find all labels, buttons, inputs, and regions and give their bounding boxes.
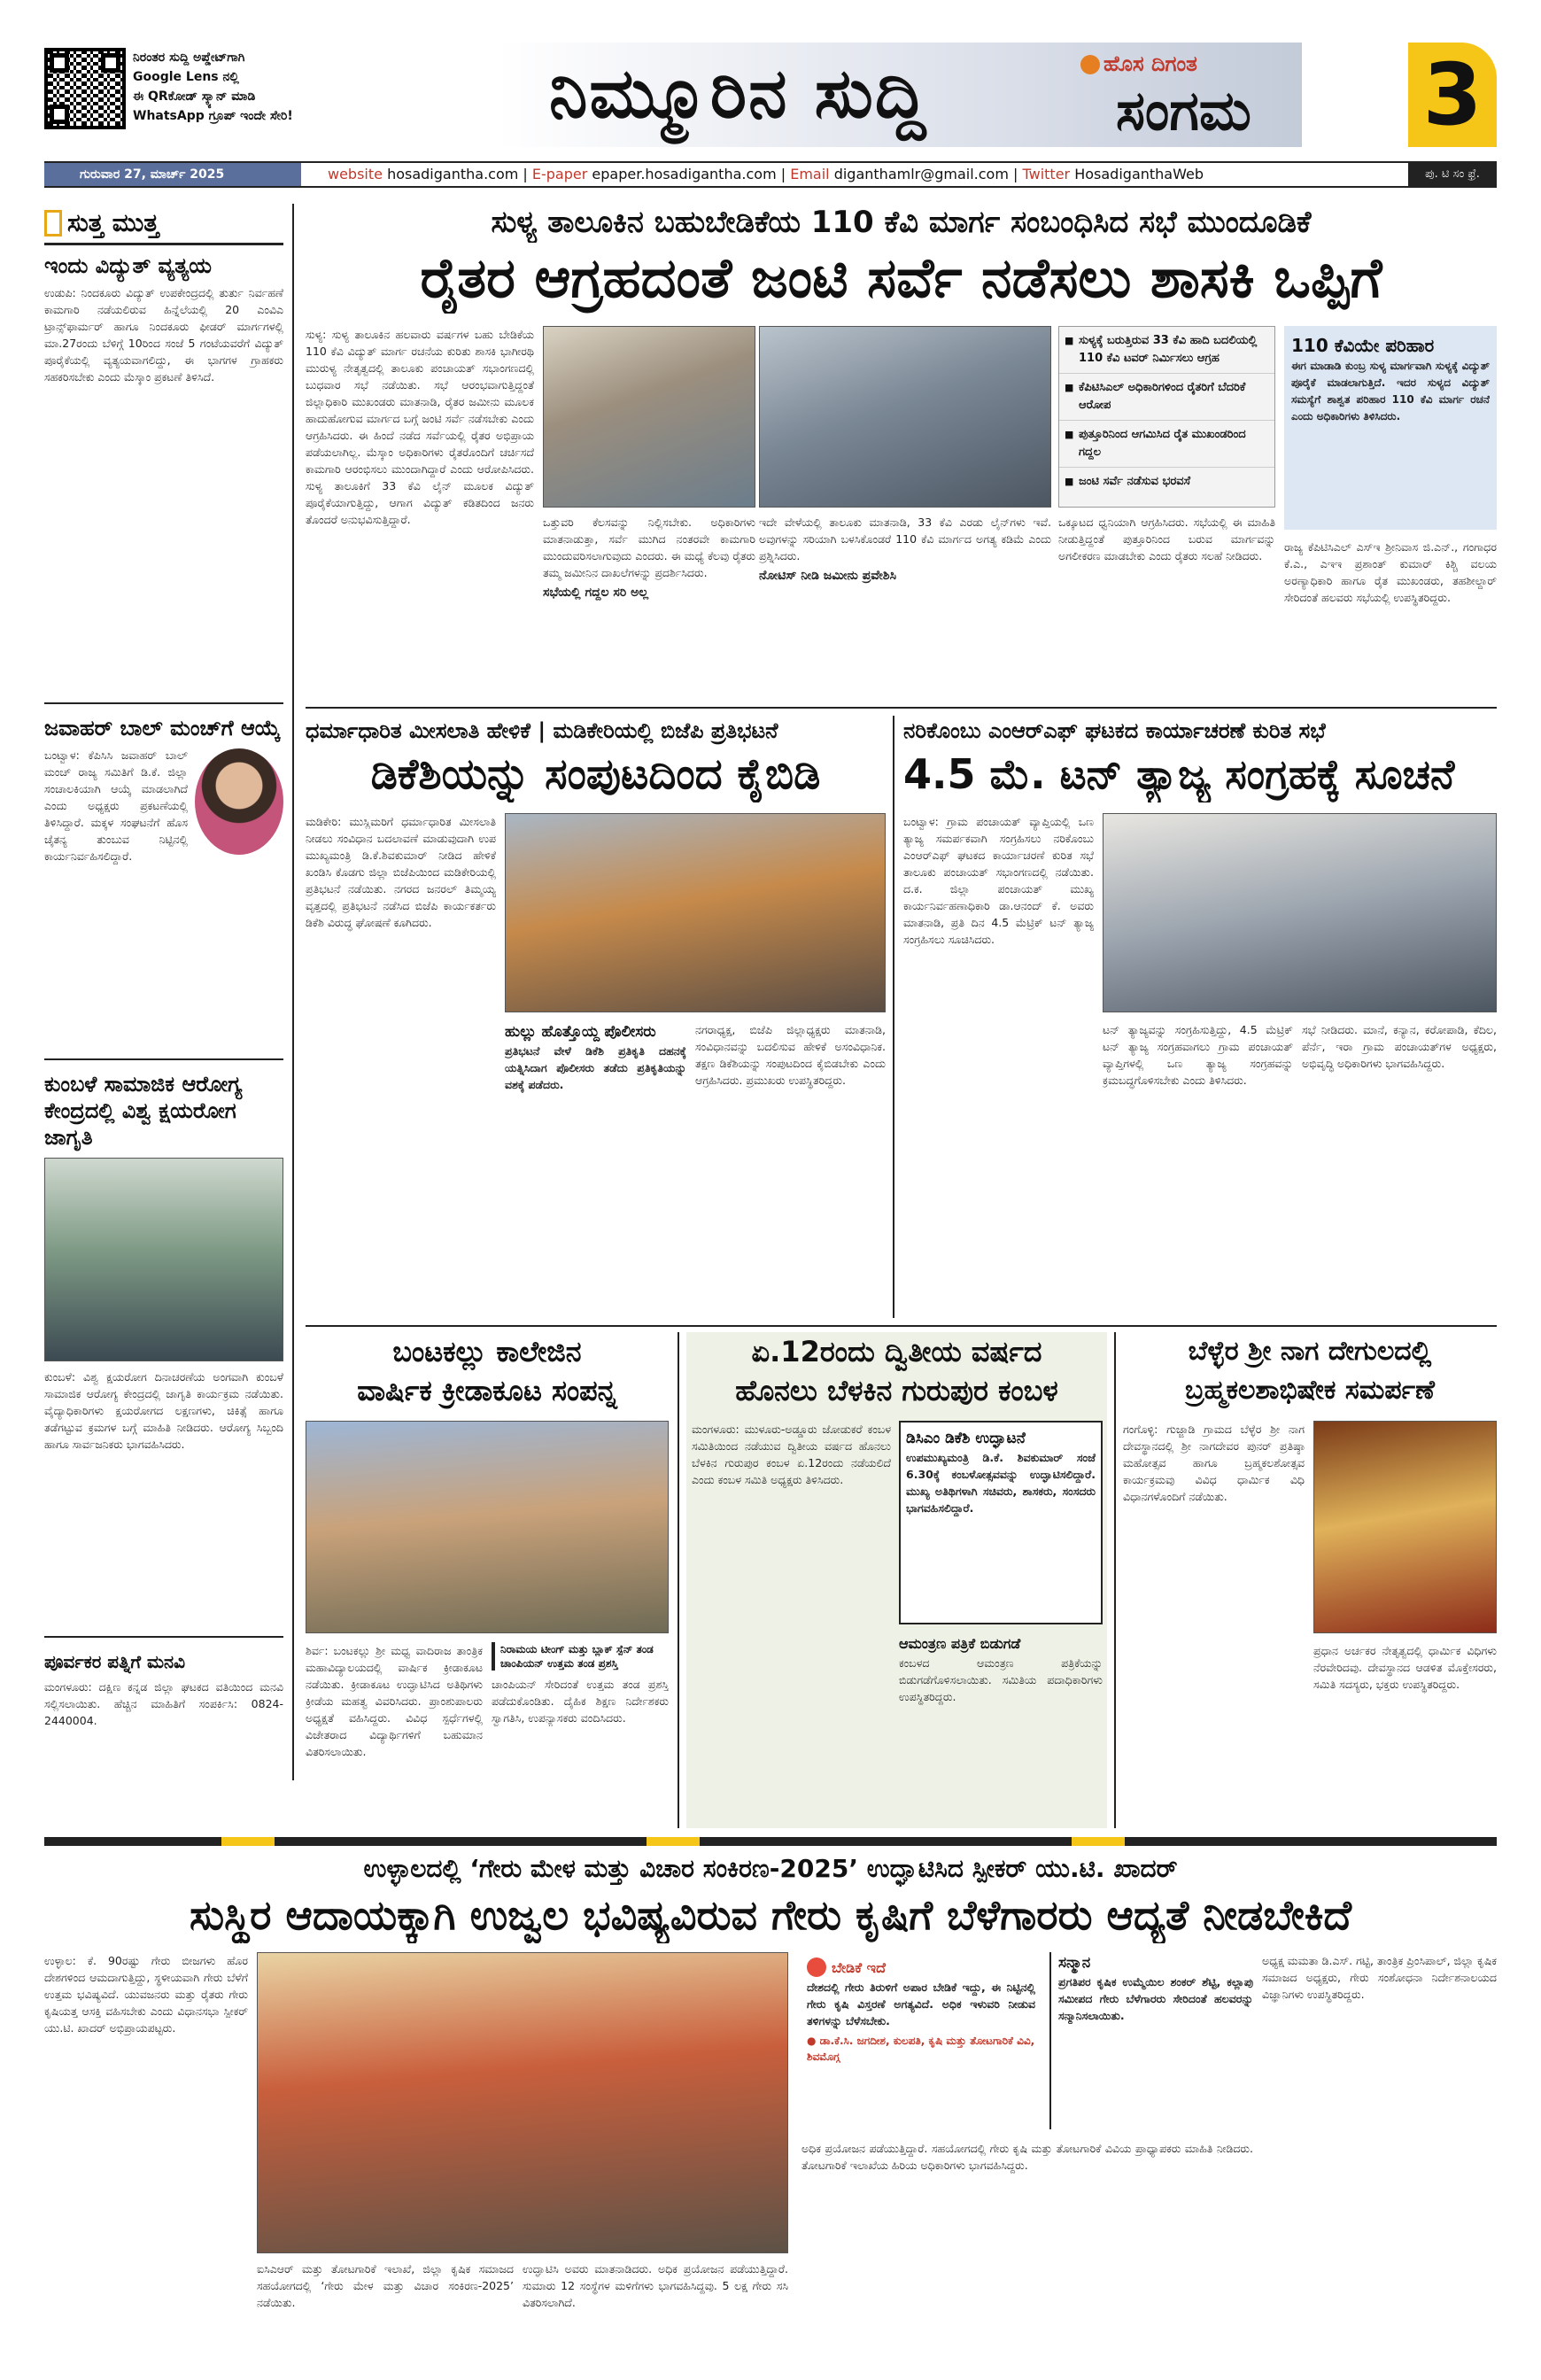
dks-kicker: ಧರ್ಮಾಧಾರಿತ ಮೀಸಲಾತಿ ಹೇಳಿಕೆ | ಮಡಿಕೇರಿಯಲ್ಲಿ ಬಿಜೆಪಿ ಪ್ರತಿಭಟನೆ: [306, 718, 778, 743]
sports-body: ಶಿರ್ವ: ಬಂಟಕಲ್ಲು ಶ್ರೀ ಮಧ್ವ ವಾದಿರಾಜ ತಾಂತ್ರಿಕ ಮಹಾವಿದ್ಯಾಲಯದಲ್ಲಿ ವಾರ್ಷಿಕ ಕ್ರೀಡಾಕೂಟ ನಡೆಯಿತು. ಕ್ರೀಡಾಕೂಟ ಉದ್ಘಾಟಿಸಿದ ಅತಿಥಿಗಳು ಕ್ರೀಡೆಯ ಮಹತ್ವ ವಿವರಿಸಿದರು. ಪ್ರಾಂಶುಪಾಲರು ಅಧ್ಯಕ್ಷತೆ ವಹಿಸಿದ್ದರು. ವಿವಿಧ ಸ್ಪರ್ಧೆಗಳಲ್ಲಿ ವಿಜೇತರಾದ ವಿದ್ಯಾರ್ಥಿಗಳಿಗೆ ಬಹುಮಾನ ವಿತರಿಸಲಾಯಿತು.: [306, 1644, 483, 1758]
dks-body2: ಪ್ರತಿಭಟನೆ ವೇಳೆ ಡಿಕೆಶಿ ಪ್ರತಿಕೃತಿ ದಹನಕ್ಕೆ ಯತ್ನಿಸಿದಾಗ ಪೊಲೀಸರು ತಡೆದು ಪ್ರತಿಕೃತಿಯನ್ನು ವಶಕ್ಕೆ ಪಡೆದರು.: [505, 1044, 686, 1091]
dks-body3: ನಗರಾಧ್ಯಕ್ಷ, ಬಿಜೆಪಿ ಜಿಲ್ಲಾಧ್ಯಕ್ಷರು ಮಾತನಾಡಿ, ಸಂವಿಧಾನವನ್ನು ಬದಲಿಸುವ ಹೇಳಿಕೆ ಅಸಂವಿಧಾನಿಕ. ತಕ್ಷಣ ಡಿಕೆಶಿಯನ್ನು ಸಂಪುಟದಿಂದ ಕೈಬಿಡಬೇಕು ಎಂದು ಆಗ್ರಹಿಸಿದರು. ಪ್ರಮುಖರು ಉಪಸ್ಥಿತರಿದ್ದರು.: [695, 1023, 886, 1087]
page-number-badge: [1408, 43, 1497, 147]
story-waste: [903, 716, 1497, 1318]
dks-subhead: ಹುಲ್ಲು ಹೊತ್ತೊಯ್ದ ಪೊಲೀಸರು: [505, 1023, 656, 1041]
sports-body2: ಚಾಂಪಿಯನ್ ಸೇರಿದಂತೆ ಉತ್ತಮ ತಂಡ ಪ್ರಶಸ್ತಿ ಪಡೆದುಕೊಂಡಿತು. ದೈಹಿಕ ಶಿಕ್ಷಣ ನಿರ್ದೇಶಕರು ಸ್ವಾಗತಿಸಿ, ಉಪನ್ಯಾಸಕರು ವಂದಿಸಿದರು.: [492, 1678, 669, 1725]
lead-right-box: [1284, 326, 1497, 530]
lead-subhead-mid1: ಸಭೆಯಲ್ಲಿ ಗದ್ದಲ ಸರಿ ಅಲ್ಲ: [543, 585, 649, 600]
sidebar-item-body: ಬಂಟ್ವಾಳ: ಕೆಪಿಸಿಸಿ ಜವಾಹರ್ ಬಾಲ್ ಮಂಚ್ ರಾಜ್ಯ ಸಮಿತಿಗೆ ಡಿ.ಕೆ. ಜಿಲ್ಲಾ ಸಂಚಾಲಕಿಯಾಗಿ ಆಯ್ಕೆ ಮಾಡಲಾಗಿದೆ ಎಂದು ಅಧ್ಯಕ್ಷರು ಪ್ರಕಟಣೆಯಲ್ಲಿ ತಿಳಿಸಿದ್ದಾರೆ. ಮಕ್ಕಳ ಸಂಘಟನೆಗೆ ಹೊಸ ಚೈತನ್ಯ ತುಂಬುವ ನಿಟ್ಟಿನಲ್ಲಿ ಕಾರ್ಯನಿರ್ವಹಿಸಲಿದ್ದಾರೆ.: [44, 748, 188, 863]
temple-headline-line2: ಬ್ರಹ್ಮಕಲಶಾಭಿಷೇಕ ಸಮರ್ಪಣೆ: [1185, 1375, 1435, 1406]
qr-code[interactable]: [44, 48, 126, 129]
waste-headline: 4.5 ಮೆ. ಟನ್ ತ್ಯಾಜ್ಯ ಸಂಗ್ರಹಕ್ಕೆ ಸೂಚನೆ: [903, 750, 1455, 798]
dks-headline: ಡಿಕೆಶಿಯನ್ನು ಸಂಪುಟದಿಂದ ಕೈಬಿಡಿ: [370, 749, 821, 799]
date-box: [44, 163, 301, 186]
cashew-honor-title: ಸನ್ಮಾನ: [1058, 1954, 1091, 1972]
brand-big: ಸಂಗಮ: [1116, 78, 1251, 143]
lead-body-mid2: [759, 514, 1051, 698]
sidebar-item-title: ಕುಂಬಳೆ ಸಾಮಾಜಿಕ ಆರೋಗ್ಯ ಕೇಂದ್ರದಲ್ಲಿ ವಿಶ್ವ ಕ್ಷಯರೋಗ ಜಾಗೃತಿ: [44, 1072, 243, 1150]
sidebar-item-body: ಉಡುಪಿ: ನಿಂದಕೂರು ವಿದ್ಯುತ್ ಉಪಕೇಂದ್ರದಲ್ಲಿ ತುರ್ತು ನಿರ್ವಹಣೆ ಕಾಮಗಾರಿ ನಡೆಯಲಿರುವ ಹಿನ್ನೆಲೆಯಲ್ಲಿ 20 ಎಂವಿಎ ಟ್ರಾನ್ಸ್‌ಫಾರ್ಮರ್ ಹಾಗೂ ನಿಂದಕೂರು ಫೀಡರ್ ಮಾರ್ಗಗಳಲ್ಲಿ ಮಾ.27ರಂದು ಬೆಳಿಗ್ಗೆ 10ರಿಂದ ಸಂಜೆ 5 ಗಂಟೆಯವರೆಗೆ ವಿದ್ಯುತ್ ಪೂರೈಕೆಯಲ್ಲಿ ವ್ಯತ್ಯಯವಾಗಲಿದ್ದು, ಈ ಭಾಗಗಳ ಗ್ರಾಹಕರು ಸಹಕರಿಸಬೇಕು ಎಂದು ಮೆಸ್ಕಾಂ ಪ್ರಕಟಣೆ ತಿಳಿಸಿದೆ.: [44, 286, 283, 384]
temple-body: ಗಂಗೊಳ್ಳಿ: ಗುಜ್ಜಾಡಿ ಗ್ರಾಮದ ಬೆಳ್ಳೆರ ಶ್ರೀ ನಾಗ ದೇವಸ್ಥಾನದಲ್ಲಿ ಶ್ರೀ ನಾಗದೇವರ ಪುನರ್ ಪ್ರತಿಷ್ಠಾ ಮಹೋತ್ಸವ ಹಾಗೂ ಬ್ರಹ್ಮಕಲಶೋತ್ಸವ ಕಾರ್ಯಕ್ರಮವು ವಿವಿಧ ಧಾರ್ಮಿಕ ವಿಧಿ ವಿಧಾನಗಳೊಂದಿಗೆ ನಡೆಯಿತು.: [1123, 1423, 1305, 1503]
cashew-note-byline: ● ಡಾ.ಕೆ.ಸಿ. ಜಗದೀಶ, ಕುಲಪತಿ, ಕೃಷಿ ಮತ್ತು ತೋಟಗಾರಿಕೆ ವಿವಿ, ಶಿವಮೊಗ್ಗ: [807, 2035, 1035, 2063]
kambala-headline-line1: ಏ.12ರಂದು ದ್ವಿತೀಯ ವರ್ಷದ: [751, 1335, 1042, 1368]
dks-subsection: [505, 1021, 686, 1318]
sidebar-item-title: ಇಂದು ವಿದ್ಯುತ್ ವ್ಯತ್ಯಯ: [44, 253, 212, 278]
kambala-box: [899, 1421, 1103, 1624]
brand-small-text: ಹೊಸ ದಿಗಂತ: [1103, 51, 1197, 76]
waste-body2: ಟನ್ ತ್ಯಾಜ್ಯವನ್ನು ಸಂಗ್ರಹಿಸುತ್ತಿದ್ದು, 4.5 ಮೆಟ್ರಿಕ್ ಟನ್ ತ್ಯಾಜ್ಯ ಸಂಗ್ರಹವಾಗಲು ಗ್ರಾಮ ಪಂಚಾಯತ್ ವ್ಯಾಪ್ತಿಗಳಲ್ಲಿ ಒಣ ತ್ಯಾಜ್ಯ ಸಂಗ್ರಹವನ್ನು ಕ್ರಮಬದ್ಧಗೊಳಿಸಬೇಕು ಎಂದು ತಿಳಿಸಿದರು.: [1103, 1023, 1293, 1087]
epaper-label: E-paper: [531, 166, 588, 182]
sidebar-header-icon: [44, 210, 62, 236]
kambala-headline-line2: ಹೊನಲು ಬೆಳಕಿನ ಗುರುಪುರ ಕಂಬಳ: [735, 1374, 1058, 1407]
lead-bullet: ■ ಸುಳ್ಯಕ್ಕೆ ಬರುತ್ತಿರುವ 33 ಕೆವಿ ಹಾದಿ ಬದಲಿಯಲ್ಲಿ 110 ಕೆವಿ ಟವರ್ ನಿರ್ಮಿಸಲು ಆಗ್ರಹ: [1059, 327, 1274, 374]
epaper-link[interactable]: epaper.hosadigantha.com: [592, 166, 777, 182]
cashew-note-title: [807, 1957, 1035, 1979]
lead-photo-officials: [759, 326, 1051, 508]
waste-body3: ಸಭೆ ನೀಡಿದರು. ಮಾನೆ, ಕನ್ಯಾನ, ಕರೋಪಾಡಿ, ಕೆದಿಲ, ಪೆರ್ನೆ, ಇರಾ ಗ್ರಾಮ ಪಂಚಾಯತ್‌ಗಳ ಅಧ್ಯಕ್ಷರು, ಅಭಿವೃದ್ಧಿ ಅಧಿಕಾರಿಗಳು ಭಾಗವಹಿಸಿದ್ದರು.: [1302, 1023, 1497, 1070]
qr-note: [133, 48, 505, 126]
story-temple: [1123, 1332, 1497, 1828]
lead-photo-meeting: [543, 326, 755, 508]
person-photo: [195, 748, 283, 855]
cashew-stage-photo: [257, 1952, 788, 2253]
story-sports: [306, 1332, 669, 1828]
cashew-note: [801, 1952, 1041, 2129]
lead-bullet: ■ ಜಂಟಿ ಸರ್ವೆ ನಡೆಸುವ ಭರವಸೆ: [1059, 468, 1274, 496]
sidebar-divider: [292, 204, 294, 1780]
lead-right-box-title: 110 ಕೆವಿಯೇ ಪರಿಹಾರ: [1291, 335, 1435, 356]
masthead-title-band: [496, 43, 1302, 147]
sports-inset-caption: ನಿರಾಮಯ ಟೀಂಗ್ ಮತ್ತು ಬ್ಲಾಕ್ ಸ್ಪೆನ್ ತಂಡ ಚಾಂಪಿಯನ್‌ ಉತ್ತಮ ತಂಡ ಪ್ರಶಸ್ತಿ: [492, 1642, 669, 1671]
sports-inset: [492, 1642, 669, 1828]
cashew-note-title-text: ಬೇಡಿಕೆ ಇದೆ: [832, 1959, 887, 1976]
brand-small: [1080, 51, 1197, 76]
email-label: Email: [790, 166, 830, 182]
dks-body: ಮಡಿಕೇರಿ: ಮುಸ್ಲಿಮರಿಗೆ ಧರ್ಮಾಧಾರಿತ ಮೀಸಲಾತಿ ನೀಡಲು ಸಂವಿಧಾನ ಬದಲಾವಣೆ ಮಾಡುವುದಾಗಿ ಉಪ ಮುಖ್ಯಮಂತ್ರಿ ಡಿ.ಕೆ.ಶಿವಕುಮಾರ್ ನೀಡಿದ ಹೇಳಿಕೆ ಖಂಡಿಸಿ ಕೊಡಗು ಜಿಲ್ಲಾ ಬಿಜೆಪಿಯಿಂದ ಮಡಿಕೇರಿಯಲ್ಲಿ ಪ್ರತಿಭಟನೆ ನಡೆಯಿತು. ನಗರದ ಜನರಲ್ ತಿಮ್ಮಯ್ಯ ವೃತ್ತದಲ್ಲಿ ಪ್ರತಿಭಟನೆ ನಡೆಸಿದ ಬಿಜೆಪಿ ಕಾರ್ಯಕರ್ತರು ಡಿಕೆಶಿ ವಿರುದ್ಧ ಘೋಷಣೆ ಕೂಗಿದರು.: [306, 815, 496, 929]
story-dks: [306, 716, 886, 1318]
sidebar-item: [44, 1648, 283, 1780]
kambala-box-title: ಡಿಸಿಎಂ ಡಿಕೆಶಿ ಉದ್ಘಾಟನೆ: [906, 1430, 1026, 1447]
cashew-body-mid: ಐಸಿಎಆರ್ ಮತ್ತು ತೋಟಗಾರಿಕೆ ಇಲಾಖೆ, ಜಿಲ್ಲಾ ಕೃಷಿಕ ಸಮಾಜದ ಸಹಯೋಗದಲ್ಲಿ ‘ಗೇರು ಮೇಳ ಮತ್ತು ವಿಚಾರ ಸಂಕಿರಣ-2025’ ನಡೆಯಿತು.: [257, 2262, 514, 2309]
lead-body-right-col: ಒಕ್ಕೂಟದ ಧ್ವನಿಯಾಗಿ ಆಗ್ರಹಿಸಿದರು. ಸಭೆಯಲ್ಲಿ ಈ ಮಾಹಿತಿ ನೀಡುತ್ತಿದ್ದಂತೆ ಪುತ್ತೂರಿನಿಂದ ಬರುವ ಮಾರ್ಗವನ್ನು ಅಗಲೀಕರಣ ಮಾಡಬೇಕು ಎಂದು ರೈತರು ಸಲಹೆ ನೀಡಿದರು.: [1058, 516, 1275, 562]
lead-kicker: ಸುಳ್ಯ ತಾಲೂಕಿನ ಬಹುಬೇಡಿಕೆಯ 110 ಕೆವಿ ಮಾರ್ಗ ಸಂಬಂಧಿಸಿದ ಸಭೆ ಮುಂದೂಡಿಕೆ: [491, 205, 1312, 240]
sidebar: [44, 204, 283, 1780]
story-kambala: [686, 1332, 1107, 1828]
waste-body: ಬಂಟ್ವಾಳ: ಗ್ರಾಮ ಪಂಚಾಯತ್ ವ್ಯಾಪ್ತಿಯಲ್ಲಿ ಒಣ ತ್ಯಾಜ್ಯ ಸಮರ್ಪಕವಾಗಿ ಸಂಗ್ರಹಿಸಲು ನರಿಕೊಂಬು ಎಂಆರ್‌ಎಫ್ ಘಟಕದ ಕಾರ್ಯಾಚರಣೆ ಕುರಿತ ಸಭೆ ತಾಲೂಕು ಪಂಚಾಯತ್ ಸಭಾಂಗಣದಲ್ಲಿ ನಡೆಯಿತು. ದ.ಕ. ಜಿಲ್ಲಾ ಪಂಚಾಯತ್ ಮುಖ್ಯ ಕಾರ್ಯನಿರ್ವಹಣಾಧಿಕಾರಿ ಡಾ.ಆನಂದ್ ಕೆ. ಅವರು ಮಾತನಾಡಿ, ಪ್ರತಿ ದಿನ 4.5 ಮೆಟ್ರಿಕ್ ಟನ್ ತ್ಯಾಜ್ಯ ಸಂಗ್ರಹಿಸಲು ಸೂಚಿಸಿದರು.: [903, 815, 1094, 946]
waste-meeting-photo: [1103, 813, 1497, 1012]
awareness-photo: [44, 1158, 283, 1361]
kambala-body: ಮಂಗಳೂರು: ಮುಳೂರು-ಅಡ್ಡೂರು ಜೋಡುಕರೆ ಕಂಬಳ ಸಮಿತಿಯಿಂದ ನಡೆಯುವ ದ್ವಿತೀಯ ವರ್ಷದ ಹೊನಲು ಬೆಳಕಿನ ಗುರುಪುರ ಕಂಬಳ ಏ.12ರಂದು ನಡೆಯಲಿದೆ ಎಂದು ಕಂಬಳ ಸಮಿತಿ ಅಧ್ಯಕ್ಷರು ತಿಳಿಸಿದರು.: [692, 1423, 891, 1486]
dateline: [44, 161, 1497, 188]
cashew-body-right: ಅಧ್ಯಕ್ಷ ಮಮತಾ ಡಿ.ಎಸ್. ಗಟ್ಟಿ, ತಾಂತ್ರಿಕ ಪ್ರಿಂಸಿಪಾಲ್, ಜಿಲ್ಲಾ ಕೃಷಿಕ ಸಮಾಜದ ಅಧ್ಯಕ್ಷರು, ಗೇರು ಸಂಶೋಧನಾ ನಿರ್ದೇಶನಾಲಯದ ವಿಜ್ಞಾನಿಗಳು ಉಪಸ್ಥಿತರಿದ್ದರು.: [1262, 1954, 1497, 2001]
quote-icon: [807, 1957, 826, 1977]
kambala-box-body: ಉಪಮುಖ್ಯಮಂತ್ರಿ ಡಿ.ಕೆ. ಶಿವಕುಮಾರ್ ಸಂಜೆ 6.30ಕ್ಕೆ ಕಂಬಳೋತ್ಸವವನ್ನು ಉದ್ಘಾಟಿಸಲಿದ್ದಾರೆ. ಮುಖ್ಯ ಅತಿಥಿಗಳಾಗಿ ಸಚಿವರು, ಶಾಸಕರು, ಸಂಸದರು ಭಾಗವಹಿಸಲಿದ್ದಾರೆ.: [906, 1451, 1096, 1515]
sidebar-item-title: ಜವಾಹರ್ ಬಾಲ್ ಮಂಚ್‌ಗೆ ಆಯ್ಕೆ: [44, 716, 281, 740]
cashew-headline: ಸುಸ್ಥಿರ ಆದಾಯಕ್ಕಾಗಿ ಉಜ್ವಲ ಭವಿಷ್ಯವಿರುವ ಗೇರು ಕೃಷಿಗೆ ಬೆಳೆಗಾರರು ಆದ್ಯತೆ ನೀಡಬೇಕಿದೆ: [190, 1891, 1351, 1939]
kambala-subsection: [899, 1633, 1103, 1828]
cashew-body-mid2: ಉದ್ಘಾಟಿಸಿ ಅವರು ಮಾತನಾಡಿದರು. ಅಧಿಕ ಪ್ರಯೋಜನ ಪಡೆಯುತ್ತಿದ್ದಾರೆ. ಸುಮಾರು 12 ಸಂಸ್ಥೆಗಳ ಮಳಿಗೆಗಳು ಭಾಗವಹಿಸಿದ್ದವು. 5 ಲಕ್ಷ ಗೇರು ಸಸಿ ವಿತರಿಸಲಾಗಿದೆ.: [523, 2262, 788, 2309]
sidebar-item-body: ಕುಂಬಳೆ: ವಿಶ್ವ ಕ್ಷಯರೋಗ ದಿನಾಚರಣೆಯ ಅಂಗವಾಗಿ ಕುಂಬಳೆ ಸಾಮಾಜಿಕ ಆರೋಗ್ಯ ಕೇಂದ್ರದಲ್ಲಿ ಜಾಗೃತಿ ಕಾರ್ಯಕ್ರಮ ನಡೆಯಿತು. ವೈದ್ಯಾಧಿಕಾರಿಗಳು ಕ್ಷಯರೋಗದ ಲಕ್ಷಣಗಳು, ಚಿಕಿತ್ಸೆ ಹಾಗೂ ತಡೆಗಟ್ಟುವ ಕ್ರಮಗಳ ಬಗ್ಗೆ ಮಾಹಿತಿ ನೀಡಿದರು. ಆರೋಗ್ಯ ಸಿಬ್ಬಂದಿ ಹಾಗೂ ಸಾರ್ವಜನಿಕರು ಭಾಗವಹಿಸಿದರು.: [44, 1370, 283, 1451]
sports-headline-line1: ಬಂಟಕಲ್ಲು ಕಾಲೇಜಿನ: [392, 1335, 582, 1368]
website-label: website: [328, 166, 383, 182]
waste-kicker: ನರಿಕೊಂಬು ಎಂಆರ್‌ಎಫ್ ಘಟಕದ ಕಾರ್ಯಾಚರಣೆ ಕುರಿತ ಸಭೆ: [903, 718, 1326, 743]
masthead-title: ನಿಮ್ಮೂರಿನ ಸುದ್ದಿ: [549, 54, 928, 134]
page-code: ಪು. ಟಿ ಸಂ ಫ್ರೆ.: [1408, 163, 1497, 186]
page-number: 3: [1422, 45, 1483, 144]
temple-headline-line1: ಬೆಳ್ಳೆರ ಶ್ರೀ ನಾಗ ದೇಗುಲದಲ್ಲಿ: [1188, 1336, 1432, 1367]
temple-photo: [1313, 1421, 1497, 1633]
lead-subhead-mid2: ನೋಟಿಸ್ ನೀಡಿ ಜಮೀನು ಪ್ರವೇಶಿಸಿ: [759, 569, 897, 583]
masthead: [44, 43, 1497, 156]
lead-body-mid1-text: ಒತ್ತುವರಿ ಕೆಲಸವನ್ನು ನಿಲ್ಲಿಸಬೇಕು. ಅಧಿಕಾರಿಗಳು ಮಾತನಾಡುತ್ತಾ, ಸರ್ವೆ ಮುಗಿದ ನಂತರವೇ ಕಾಮಗಾರಿ ಮುಂದುವರಿಸಲಾಗುವುದು ಎಂದರು. ಈ ಮಧ್ಯೆ ಕೆಲವು ರೈತರು ತಮ್ಮ ಜಮೀನಿನ ದಾಖಲೆಗಳನ್ನು ಪ್ರದರ್ಶಿಸಿದರು.: [543, 516, 755, 579]
temple-body2: ಪ್ರಧಾನ ಅರ್ಚಕರ ನೇತೃತ್ವದಲ್ಲಿ ಧಾರ್ಮಿಕ ವಿಧಿಗಳು ನೆರವೇರಿದವು. ದೇವಸ್ಥಾನದ ಆಡಳಿತ ಮೊಕ್ತೇಸರರು, ಸಮಿತಿ ಸದಸ್ಯರು, ಭಕ್ತರು ಉಪಸ್ಥಿತರಿದ್ದರು.: [1313, 1644, 1497, 1691]
section-divider: [306, 707, 1497, 709]
bottom-band-rule: [44, 1837, 1497, 1846]
kambala-body2: ಕಂಬಳದ ಆಮಂತ್ರಣ ಪತ್ರಿಕೆಯನ್ನು ಬಿಡುಗಡೆಗೊಳಿಸಲಾಯಿತು. ಸಮಿತಿಯ ಪದಾಧಿಕಾರಿಗಳು ಉಪಸ್ಥಿತರಿದ್ದರು.: [899, 1656, 1103, 1703]
qr-note-line: Google Lens ನಲ್ಲಿ: [133, 70, 239, 84]
column-divider: [893, 716, 894, 1318]
qr-note-line: WhatsApp ಗ್ರೂಪ್ ಇಂದೇ ಸೇರಿ!: [133, 109, 293, 123]
sidebar-item-title: ಪೂರ್ವಕರ ಪತ್ನಿಗೆ ಮನವಿ: [44, 1651, 186, 1672]
lead-body-mid1: [543, 514, 755, 698]
cashew-body-left: ಉಳ್ಳಾಲ: ಕೆ. 90ರಷ್ಟು ಗೇರು ಬೀಜಗಳು ಹೊರ ದೇಶಗಳಿಂದ ಆಮದಾಗುತ್ತಿದ್ದು, ಸ್ಥಳೀಯವಾಗಿ ಗೇರು ಬೆಳೆಗೆ ಉತ್ತಮ ಭವಿಷ್ಯವಿದೆ. ಯುವಜನರು ಮತ್ತು ರೈತರು ಗೇರು ಕೃಷಿಯತ್ತ ಆಸಕ್ತಿ ವಹಿಸಬೇಕು ಎಂದು ವಿಧಾನಸಭಾ ಸ್ಪೀಕರ್ ಯು.ಟಿ. ಖಾದರ್ ಅಭಿಪ್ರಾಯಪಟ್ಟರು.: [44, 1954, 248, 2035]
kambala-subhead: ಆಮಂತ್ರಣ ಪತ್ರಿಕೆ ಬಿಡುಗಡೆ: [899, 1635, 1021, 1652]
qr-note-line: ನಿರಂತರ ಸುದ್ದಿ ಅಪ್ಡೇಟ್‌ಗಾಗಿ: [133, 50, 245, 65]
lead-bullet: ■ ಪುತ್ತೂರಿನಿಂದ ಆಗಮಿಸಿದ ರೈತ ಮುಖಂಡರಿಂದ ಗದ್ದಲ: [1059, 421, 1274, 468]
website-link[interactable]: hosadigantha.com: [387, 166, 519, 182]
lead-headline: ರೈತರ ಆಗ್ರಹದಂತೆ ಜಂಟಿ ಸರ್ವೆ ನಡೆಸಲು ಶಾಸಕಿ ಒಪ್ಪಿಗೆ: [420, 245, 1382, 310]
lead-bullet: ■ ಕೆಪಿಟಿಸಿಎಲ್ ಅಧಿಕಾರಿಗಳಿಂದ ರೈತರಿಗೆ ಬೆದರಿಕೆ ಆರೋಪ: [1059, 374, 1274, 421]
column-divider: [1114, 1332, 1116, 1828]
lead-story: [306, 202, 1497, 698]
email-link[interactable]: diganthamlr@gmail.com: [833, 166, 1009, 182]
cashew-note-body: ದೇಶದಲ್ಲಿ ಗೇರು ತಿರುಳಿಗೆ ಅಪಾರ ಬೇಡಿಕೆ ಇದ್ದು, ಈ ನಿಟ್ಟಿನಲ್ಲಿ ಗೇರು ಕೃಷಿ ವಿಸ್ತರಣೆ ಅಗತ್ಯವಿದೆ. ಅಧಿಕ ಇಳುವರಿ ನೀಡುವ ತಳಿಗಳನ್ನು ಬೆಳೆಸಬೇಕು.: [807, 1981, 1035, 2027]
lead-body-left: ಸುಳ್ಯ: ಸುಳ್ಯ ತಾಲೂಕಿನ ಹಲವಾರು ವರ್ಷಗಳ ಬಹು ಬೇಡಿಕೆಯ 110 ಕೆವಿ ವಿದ್ಯುತ್ ಮಾರ್ಗ ರಚನೆಯ ಕುರಿತು ಶಾಸಕಿ ಭಾಗೀರಥಿ ಮುರುಳ್ಯ ನೇತೃತ್ವದಲ್ಲಿ ತಾಲೂಕು ಪಂಚಾಯತ್ ಸಭಾಂಗಣದಲ್ಲಿ ಬುಧವಾರ ಸಭೆ ನಡೆಯಿತು. ಸಭೆ ಆರಂಭವಾಗುತ್ತಿದ್ದಂತೆ ಜಿಲ್ಲಾಧಿಕಾರಿ ಮುಖಂಡರು ಮಾತನಾಡಿ, ರೈತರ ಜಮೀನು ಮೂಲಕ ಹಾದುಹೋಗುವ ಮಾರ್ಗದ ಬಗ್ಗೆ ಜಂಟಿ ಸರ್ವೆ ನಡೆಸಬೇಕು ಎಂದು ಆಗ್ರಹಿಸಿದರು. ಈ ಹಿಂದೆ ನಡೆದ ಸರ್ವೆಯಲ್ಲಿ ರೈತರ ಅಭಿಪ್ರಾಯ ಪಡೆಯಲಾಗಿಲ್ಲ. ಮೆಸ್ಕಾಂ ಅಧಿಕಾರಿಗಳು ರೈತರೊಂದಿಗೆ ಚರ್ಚಿಸದೆ ಕಾಮಗಾರಿ ಆರಂಭಿಸಲು ಮುಂದಾಗಿದ್ದಾರೆ ಎಂದು ಆರೋಪಿಸಿದರು. ಸುಳ್ಯ ತಾಲೂಕಿಗೆ 33 ಕೆವಿ ಲೈನ್ ಮೂಲಕ ವಿದ್ಯುತ್ ಪೂರೈಕೆಯಾಗುತ್ತಿದ್ದು, ಆಗಾಗ ವಿದ್ಯುತ್ ಕಡಿತದಿಂದ ಜನರು ತೊಂದರೆ ಅನುಭವಿಸುತ್ತಿದ್ದಾರೆ.: [306, 328, 534, 526]
sidebar-header: [44, 204, 283, 245]
lead-bullets: [1058, 326, 1275, 508]
cashew-honor-body: ಪ್ರಗತಿಪರ ಕೃಷಿಕ ಉಮ್ಮೆಯಿಲ ಶಂಕರ್ ಶೆಟ್ಟಿ, ಕಲ್ಲಾಪು ಸಮೀಪದ ಗೇರು ಬೆಳೆಗಾರರು ಸೇರಿದಂತೆ ಹಲವರನ್ನು ಸನ್ಮಾನಿಸಲಾಯಿತು.: [1058, 1975, 1253, 2022]
section-divider: [306, 1325, 1497, 1327]
twitter-link[interactable]: HosadiganthaWeb: [1074, 166, 1204, 182]
story-cashew: [44, 1851, 1497, 2365]
brand-logo-icon: [1080, 55, 1100, 74]
lead-body-right: ರಾಜ್ಯ ಕೆಪಿಟಿಸಿಎಲ್ ಎಸ್ಇ ಶ್ರೀನಿವಾಸ ಜಿ.ಎನ್., ಗಂಗಾಧರ ಕೆ.ಎ., ಎಇಇ ಪ್ರಶಾಂತ್ ಕುಮಾರ್ ಕಿಶ್ಚಿ ವಲಯ ಅರಣ್ಯಾಧಿಕಾರಿ ಹಾಗೂ ರೈತ ಮುಖಂಡರು, ತಹಶೀಲ್ದಾರ್ ಸೇರಿದಂತೆ ಹಲವರು ಸಭೆಯಲ್ಲಿ ಉಪಸ್ಥಿತರಿದ್ದರು.: [1284, 540, 1497, 604]
qr-note-line: ಈ QRಕೋಡ್ ಸ್ಕ್ಯಾನ್ ಮಾಡಿ: [133, 89, 256, 104]
sidebar-item: [44, 252, 283, 704]
sidebar-item: [44, 715, 283, 1060]
lead-body-mid2-text: ಇದೇ ವೇಳೆಯಲ್ಲಿ ತಾಲೂಕು ಮಾತನಾಡಿ, 33 ಕೆವಿ ಎರಡು ಲೈನ್‌ಗಳು ಇವೆ. ಅವುಗಳನ್ನು ಸರಿಯಾಗಿ ಬಳಸಿಕೊಂಡರೆ 110 ಕೆವಿ ಮಾರ್ಗದ ಅಗತ್ಯ ಕಡಿಮೆ ಎಂದು ಪ್ರಶ್ನಿಸಿದರು.: [759, 516, 1051, 562]
contact-links: website hosadigantha.com | E-paper epaper.hosadigantha.com | Email diganthamlr@gmail.com | Twitter HosadiganthaWeb: [328, 166, 1204, 182]
issue-date: ಗುರುವಾರ 27, ಮಾರ್ಚ್ 2025: [80, 167, 225, 182]
lead-right-box-body: ಈಗ ಮಾಡಾಡಿ ಕುಂಬ್ರ ಸುಳ್ಯ ಮಾರ್ಗವಾಗಿ ಸುಳ್ಯಕ್ಕೆ ವಿದ್ಯುತ್ ಪೂರೈಕೆ ಮಾಡಲಾಗುತ್ತಿದೆ. ಇದರ ಸುಳ್ಯದ ವಿದ್ಯುತ್ ಸಮಸ್ಯೆಗೆ ಶಾಶ್ವತ ಪರಿಹಾರ 110 ಕೆವಿ ಮಾರ್ಗ ರಚನೆ ಎಂದು ಅಧಿಕಾರಿಗಳು ತಿಳಿಸಿದರು.: [1291, 360, 1490, 423]
sports-headline-line2: ವಾರ್ಷಿಕ ಕ್ರೀಡಾಕೂಟ ಸಂಪನ್ನ: [357, 1374, 617, 1407]
sidebar-item: [44, 1071, 283, 1638]
sports-photo: [306, 1421, 669, 1633]
dks-protest-photo: [505, 813, 886, 1012]
sidebar-header-text: ಸುತ್ತ ಮುತ್ತ: [67, 208, 159, 237]
column-divider: [678, 1332, 679, 1828]
sidebar-item-body: ಮಂಗಳೂರು: ದಕ್ಷಿಣ ಕನ್ನಡ ಜಿಲ್ಲಾ ಘಟಕದ ವತಿಯಿಂದ ಮನವಿ ಸಲ್ಲಿಸಲಾಯಿತು. ಹೆಚ್ಚಿನ ಮಾಹಿತಿಗೆ ಸಂಪರ್ಕಿಸಿ: 0824-2440004.: [44, 1680, 283, 1727]
cashew-kicker: ಉಳ್ಳಾಲದಲ್ಲಿ ‘ಗೇರು ಮೇಳ ಮತ್ತು ವಿಚಾರ ಸಂಕಿರಣ-2025’ ಉದ್ಘಾಟಿಸಿದ ಸ್ಪೀಕರ್ ಯು.ಟಿ. ಖಾದರ್: [363, 1854, 1178, 1883]
cashew-honor: [1049, 1952, 1253, 2129]
cashew-body-bottom: ಅಧಿಕ ಪ್ರಯೋಜನ ಪಡೆಯುತ್ತಿದ್ದಾರೆ. ಸಹಯೋಗದಲ್ಲಿ ಗೇರು ಕೃಷಿ ಮತ್ತು ತೋಟಗಾರಿಕೆ ವಿವಿಯ ಪ್ರಾಧ್ಯಾಪಕರು ಮಾಹಿತಿ ನೀಡಿದರು. ತೋಟಗಾರಿಕೆ ಇಲಾಖೆಯ ಹಿರಿಯ ಅಧಿಕಾರಿಗಳು ಭಾಗವಹಿಸಿದ್ದರು.: [801, 2142, 1253, 2172]
twitter-label: Twitter: [1022, 166, 1071, 182]
